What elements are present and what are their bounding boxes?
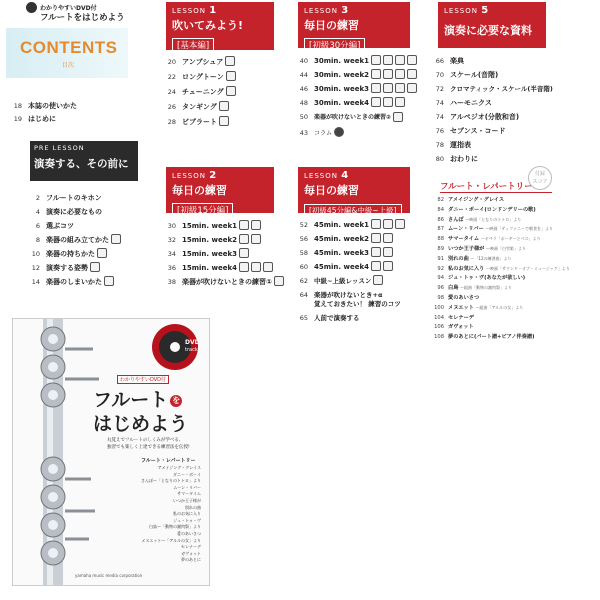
toc-item: 4 演奏に必要なもの — [35, 208, 102, 216]
toc-item: 38 楽器が吹けないときの練習① — [158, 277, 284, 287]
toc-item: 60 45min. week4 — [290, 262, 393, 272]
score-item: 86 さんぽ 〜映画「となりのトトロ」より — [437, 216, 522, 223]
lesson1-title: 吹いてみよう! — [172, 19, 244, 32]
lesson4-subtitle: [初級45分編&中級~上級] — [304, 204, 402, 217]
dvd-icon — [219, 116, 229, 126]
toc-item: 34 15min. week3 — [158, 249, 249, 259]
toc-item: 22 ロングトーン — [158, 72, 236, 82]
toc-item: 6 選ぶコツ — [35, 222, 74, 230]
lesson2-subtitle: [初級15分編] — [172, 203, 233, 217]
cover-repertoire-item: ムーン・リバー — [173, 484, 201, 490]
score-item: 87 ムーン・リバー 〜映画「ティファニーで朝食を」より — [437, 226, 554, 233]
dvd-icon — [383, 261, 393, 271]
lesson3-header: LESSON 3 毎日の練習 [初級30分編] — [298, 2, 410, 48]
dvd-icon — [251, 234, 261, 244]
dvd-icon — [371, 55, 381, 65]
dvd-icon — [111, 234, 121, 244]
cover-title-line2: はじめよう — [93, 413, 189, 435]
cover-repertoire-item: 白鳥〜「動物の謝肉祭」より — [149, 524, 201, 530]
toc-item: 28 ビブラート — [158, 117, 229, 127]
dvd-icon — [239, 262, 249, 272]
lesson4-title: 毎日の練習 — [304, 184, 359, 197]
score-item: 89 いつか王子様が 〜映画「白雪姫」より — [437, 246, 526, 252]
dvd-icon — [239, 234, 249, 244]
dvd-icon — [90, 262, 100, 272]
cover-repertoire-item: メヌエット〜「アルルの女」より — [141, 537, 201, 543]
cover-tagline-1: 丸覚えでフルートのしくみが学べる、 — [107, 438, 184, 443]
score-item: 98 愛のあいさつ — [437, 295, 480, 301]
dvd-icon — [371, 247, 381, 257]
cover-repertoire-item: ジュ・トゥ・ヴ — [173, 517, 201, 523]
toc-item: 78 運指表 — [435, 141, 471, 149]
score-item: 92 私のお気に入り 〜映画「サウンド・オブ・ミュージック」より — [437, 265, 570, 272]
dvd-icon — [383, 247, 393, 257]
dvd-icon — [407, 55, 417, 65]
toc-item: 8 楽器の組み立てかた — [22, 235, 121, 245]
toc-item: 覚えておきたい！ 練習のコツ — [314, 300, 401, 308]
lesson5-title: 演奏に必要な資料 — [444, 24, 532, 37]
lesson4-header: LESSON 4 毎日の練習 [初級45分編&中級~上級] — [298, 167, 410, 213]
score-item: 104 セレナーデ — [434, 314, 474, 321]
pre-lesson-title: 演奏する、その前に — [34, 158, 129, 170]
score-title: フルート・レパートリー — [440, 182, 533, 192]
score-item: 108 夢のあとに(パート譜+ピアノ伴奏譜) — [434, 334, 535, 341]
cover-repertoire-item: セレナーデ — [181, 544, 201, 550]
score-item: 82 アメイジング・グレイス — [437, 197, 505, 203]
dvd-icon — [383, 233, 393, 243]
toc-item: 74 アルペジオ(分散和音) — [435, 113, 520, 121]
dvd-icon — [383, 55, 393, 65]
dvd-icon — [226, 86, 236, 96]
toc-item: 14 楽器のしまいかた — [22, 277, 114, 287]
toc-item: 40 30min. week1 — [290, 56, 417, 66]
toc-item: 20 アンブシュア — [158, 57, 235, 67]
cover-repertoire-item: 愛のあいさつ — [177, 531, 201, 536]
toc-item-column: 43 コラム — [290, 128, 344, 139]
toc-item: 36 15min. week4 — [158, 263, 273, 273]
toc-item: 66 楽典 — [435, 57, 464, 65]
score-item: 91 別れの曲 〜「12の練習曲」より — [437, 255, 512, 262]
toc-item: 50 楽器が吹けないときの練習② — [290, 112, 403, 123]
dvd-icon — [395, 97, 405, 107]
lesson1-header: LESSON 1 吹いてみよう! [基本編] — [166, 2, 274, 50]
dvd-icon — [371, 97, 381, 107]
toc-item: 65 人前で演奏する — [299, 314, 360, 322]
contents-title: CONTENTS — [20, 38, 118, 57]
score-item: 94 ジュ・トゥ・ヴ(あなたが欲しい) — [437, 275, 526, 282]
dvd-icon — [395, 55, 405, 65]
dvd-icon — [373, 275, 383, 285]
header-dvd-badge — [26, 2, 37, 13]
dvd-icon — [97, 248, 107, 258]
header-badge-text: わかりやすいDVD付 — [40, 5, 97, 12]
score-item: 106 ガヴォット — [434, 324, 474, 331]
lesson1-subtitle: [基本編] — [172, 38, 214, 52]
dvd-icon — [393, 112, 403, 122]
pre-lesson-header — [30, 141, 138, 181]
cover-dvd-sub: track — [185, 347, 198, 353]
toc-item: 76 セブンス・コード — [435, 127, 506, 135]
cover-repertoire-item: さんぽ〜「となりのトトロ」より — [141, 478, 201, 484]
dvd-icon — [383, 97, 393, 107]
dvd-icon — [239, 248, 249, 258]
contents-subtitle: 目次 — [62, 62, 75, 69]
dvd-icon — [104, 276, 114, 286]
cover-repertoire-item: 夢のあとに — [181, 557, 201, 563]
toc-item: 12 演奏する姿勢 — [22, 263, 100, 273]
toc-item: 56 45min. week2 — [290, 234, 393, 244]
dvd-icon — [371, 233, 381, 243]
dvd-icon — [383, 219, 393, 229]
cover-repertoire-item: 別れの曲 — [185, 504, 201, 510]
toc-item: 48 30min. week4 — [290, 98, 405, 108]
lesson2-title: 毎日の練習 — [172, 184, 227, 197]
toc-item: 74 ハーモニクス — [435, 99, 492, 107]
dvd-icon — [274, 276, 284, 286]
toc-item: 26 タンギング — [158, 102, 229, 112]
contents-banner — [6, 28, 128, 78]
dvd-icon — [251, 262, 261, 272]
lesson3-subtitle: [初級30分編] — [304, 38, 365, 52]
score-item: 96 白鳥 〜組曲「動物の謝肉祭」より — [437, 285, 513, 292]
dvd-icon — [263, 262, 273, 272]
cover-repertoire-item: ガヴォット — [181, 550, 201, 556]
pre-lesson-label: PRE LESSON — [34, 144, 85, 152]
dvd-icon — [371, 83, 381, 93]
dvd-icon — [251, 220, 261, 230]
cover-publisher: yamaha music media corporation — [75, 573, 143, 578]
cover-repertoire-item: 私のお気に入り — [173, 511, 201, 517]
dvd-icon — [226, 71, 236, 81]
toc-item: 52 45min. week1 — [290, 220, 405, 230]
lesson2-header: LESSON 2 毎日の練習 [初級15分編] — [166, 167, 274, 213]
cover-dvd-label: DVD — [185, 339, 200, 346]
dvd-icon — [225, 56, 235, 66]
dvd-icon — [407, 83, 417, 93]
toc-item: 44 30min. week2 — [290, 70, 417, 80]
toc-item: 80 おわりに — [435, 155, 478, 163]
toc-item: 58 45min. week3 — [290, 248, 393, 258]
score-item: 100 メヌエット 〜組曲「アルルの女」より — [434, 304, 524, 311]
cover-repertoire-item: サマータイム — [177, 491, 201, 497]
dvd-icon — [383, 83, 393, 93]
dvd-icon — [395, 69, 405, 79]
score-item: 88 サマータイム 〜オペラ「ポーギーとベス」より — [437, 236, 541, 243]
dvd-icon — [395, 83, 405, 93]
cover-repertoire-item: いつか王子様が — [173, 498, 201, 503]
dvd-icon — [371, 219, 381, 229]
cover-repertoire-item: アメイジング・グレイス — [157, 465, 201, 470]
cover-repertoire-heading: フルート・レパートリー — [141, 458, 196, 464]
dvd-icon — [395, 219, 405, 229]
cover-badge: わかりやすいDVD付 — [117, 375, 169, 384]
dvd-icon — [383, 69, 393, 79]
cover-repertoire-item: ダニー・ボーイ — [173, 471, 201, 477]
dvd-icon — [219, 101, 229, 111]
cover-tagline-2: 独習でも楽しく上達できる練習法を伝授! — [107, 445, 190, 450]
toc-item: 19 はじめに — [13, 115, 56, 123]
toc-item: 30 15min. week1 — [158, 221, 261, 231]
score-item: 84 ダニー・ボーイ(ロンドンデリーの歌) — [437, 206, 536, 213]
coffee-cup-icon — [334, 127, 344, 137]
cover-title-line1: フルート を — [93, 389, 181, 411]
toc-item: 72 クロマティック・スケール(半音階) — [435, 85, 553, 93]
toc-item: 2 フルートのキホン — [35, 194, 102, 202]
toc-item: 32 15min. week2 — [158, 235, 261, 245]
header-book-title: フルートをはじめよう — [40, 13, 125, 23]
toc-item: 24 チューニング — [158, 87, 236, 97]
toc-item: 64 楽器が吹けないとき+α — [299, 291, 383, 299]
lesson3-title: 毎日の練習 — [304, 19, 359, 32]
dvd-icon — [407, 69, 417, 79]
dvd-icon — [371, 69, 381, 79]
book-cover — [12, 318, 210, 586]
toc-item: 46 30min. week3 — [290, 84, 417, 94]
lesson5-header: LESSON 5 演奏に必要な資料 — [438, 2, 546, 48]
toc-item: 62 中級~上級レッスン — [290, 276, 383, 286]
dvd-icon — [371, 261, 381, 271]
score-divider — [440, 192, 552, 193]
toc-item: 10 楽器の持ちかた — [22, 249, 107, 259]
toc-item: 70 スケール(音階) — [435, 71, 499, 79]
score-stamp: 付録 スコア — [528, 166, 552, 190]
toc-item: 18 本誌の使いかた — [13, 102, 77, 110]
dvd-icon — [239, 220, 249, 230]
